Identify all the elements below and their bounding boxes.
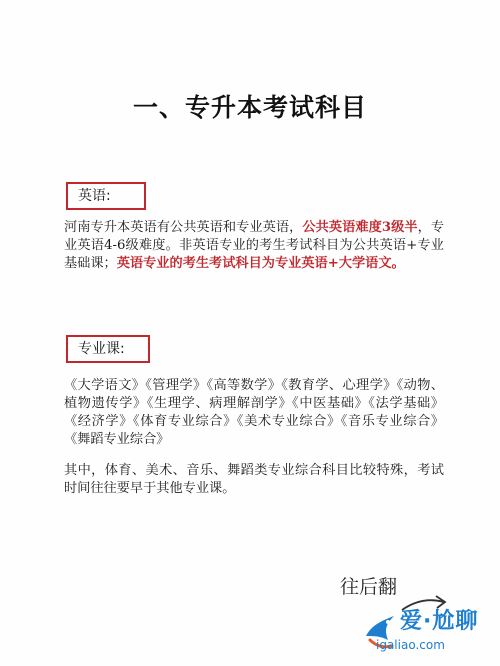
english-text-part: 河南专升本英语有公共英语和专业英语， <box>64 220 303 235</box>
english-highlight-level: 公共英语难度3级半 <box>302 220 418 235</box>
page-title: 一、专升本考试科目 <box>132 93 367 122</box>
english-highlight-subjects: 英语专业的考生考试科目为专业英语+大学语文。 <box>116 256 405 271</box>
next-page-hint: 往后翻 <box>340 576 398 598</box>
english-text-part: ，专业英语4-6级难度。非英语专业的考生考试科目为公共英语+专业基础课； <box>64 220 445 271</box>
watermark-url: igaliao.com <box>376 638 445 652</box>
major-course-list: 《大学语文》《管理学》《高等数学》《教育学、心理学》《动物、植物遗传学》《生理学、病理解剖学》《中医基础》《法学基础》《经济学》《体育专业综合》《美术专业综合》《音乐专业综合》《舞蹈专业综合》 <box>64 378 444 447</box>
watermark <box>362 602 492 662</box>
english-section-label: 英语: <box>66 182 146 210</box>
watermark-brand: 爱·尬聊 <box>400 609 479 634</box>
major-section-label: 专业课: <box>66 335 150 363</box>
major-note: 其中，体育、美术、音乐、舞蹈类专业综合科目比较特殊，考试时间往往要早于其他专业课。 <box>64 463 444 496</box>
english-description <box>64 219 444 273</box>
